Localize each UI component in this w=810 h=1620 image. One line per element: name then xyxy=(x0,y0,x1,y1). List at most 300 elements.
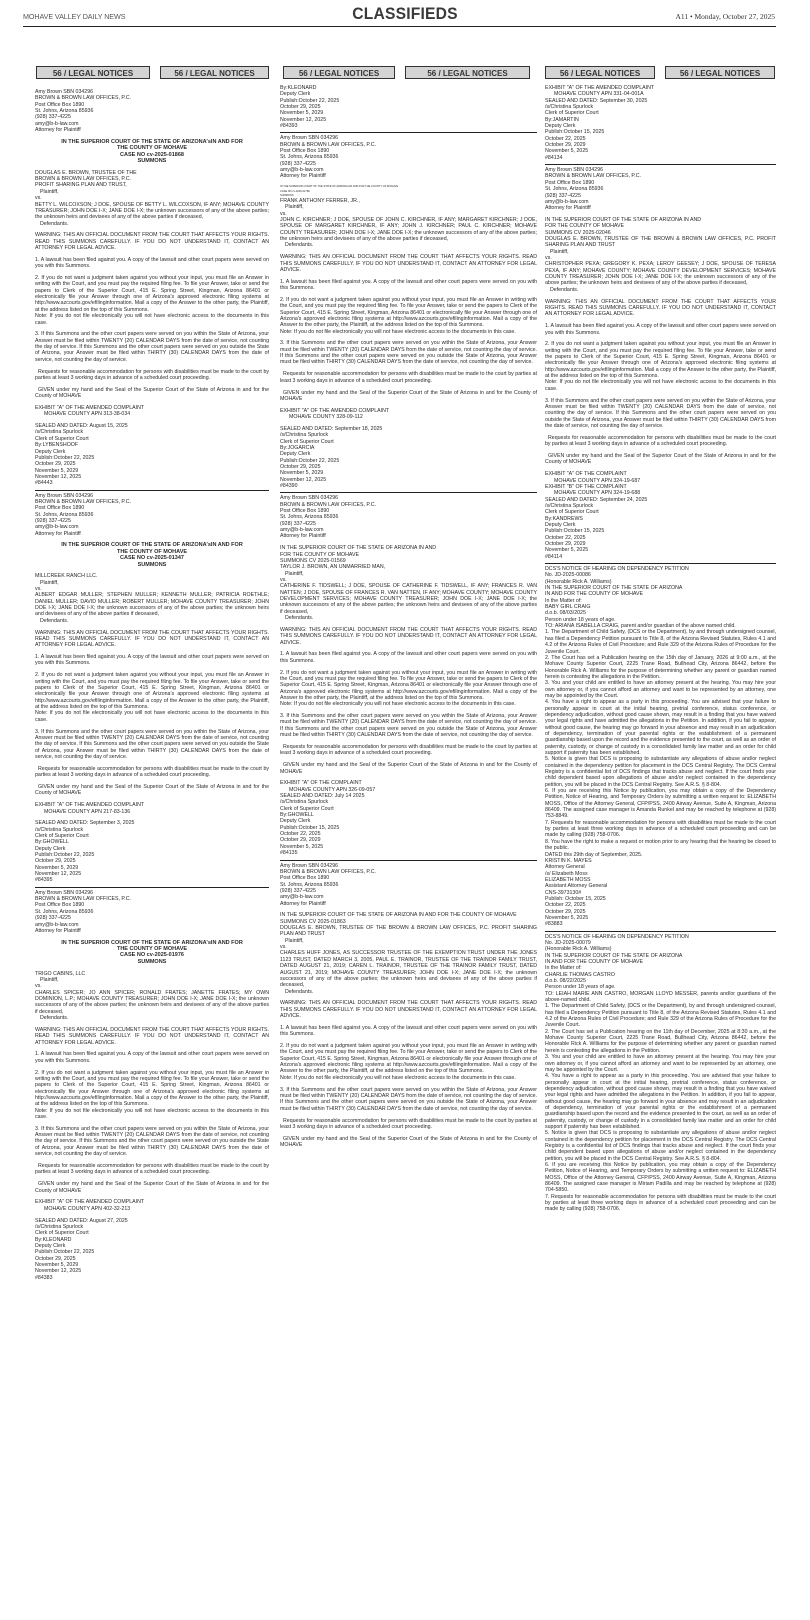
notice-lines xyxy=(545,217,776,236)
attorney-line: amy@b-b-law.com xyxy=(35,524,79,531)
text-line: By:KLEONARD xyxy=(280,85,317,91)
plaintiff-name: FRANK ANTHONY FERRER, JR., xyxy=(280,197,360,204)
legal-notice xyxy=(35,887,269,1284)
text-line: SUMMONS CV 2025-02046 xyxy=(545,229,611,236)
text-line: 4. You have a right to appear as a party in this proceeding. You are advised that your failure to personally appear in court at the initial hearing, pretrial conference, status conference, or dependency adjudication, without good cause shown, may result in a finding that you have waived your legal rights and have admitted the allegations in the Petition. In addition, if you fail to appear, without good cause, the hearing may go forward in your absence and may result in an adjudication of dependency, termination of your parental rights or the establishment of a permanent guardianship based upon the record and the evidence presented to the court, as well as an order of paternity, custody, or change of custody in a consolidated family law matter and an order for child support if paternity has been established. xyxy=(545,1073,776,1130)
text-line: CNS-3973130# xyxy=(545,889,582,896)
defendants-list: ALBERT EDGAR MULLER; STEPHEN MULLER; KENNETH MULLER; PATRICIA ROETHLE; DANIEL MULLER; DAVID MULLER; ROBERT MULLER; MOHAVE COUNTY TREASURER; JOHN DOE I-X; JANE DOE I-X; the unknown successors of any of the above parties; the unknown heirs and devisees of any of the above parties if deceased, xyxy=(35,592,269,618)
notice-lines xyxy=(280,85,537,129)
attorney-contact xyxy=(280,135,537,179)
text-line: November 5, 2029 xyxy=(35,467,79,474)
legal-notice xyxy=(545,563,776,931)
summons-warning: WARNING: THIS AN OFFICIAL DOCUMENT FROM THE COURT THAT AFFECTS YOUR RIGHTS. READ THIS SUMMONS CAREFULLY. IF YOU DO NOT UNDERSTAND IT, CONTACT AN ATTORNEY FOR LEGAL ADVICE. xyxy=(280,626,537,646)
plaintiff-label: Plaintiff, xyxy=(550,248,569,255)
versus: vs. xyxy=(35,586,42,593)
attorney-line: BROWN & BROWN LAW OFFICES, P.C. xyxy=(35,95,131,102)
versus: vs. xyxy=(35,983,42,990)
text-line: October 22, 2025 xyxy=(545,534,586,541)
attorney-line: Attorney for Plaintiff xyxy=(35,530,81,537)
text-line: November 5, 2029 xyxy=(35,864,79,871)
text-line: Publish: October 15, 2025 xyxy=(545,895,606,902)
paragraph: IN THE SUPERIOR COURT OF THE STATE OF ARIZONA IN AND FOR THE COUNTY OF MOHAVE xyxy=(280,912,517,919)
category-header: 56 / LEGAL NOTICES xyxy=(665,66,775,79)
text-line: #84383 xyxy=(35,1274,53,1281)
text-line: 6. If you are receiving this Notice by publication, you may obtain a copy of the Dependency Petition, Notice of Hearing, and Temporary Orders by submitting a written request to: ELIZABETH MOSS, Office of the Attorney General, CFP/PSS, 2400 Airway Avenue, Suite A, Kingman, Arizona 86409. The assigned case manager is Amanda Runkel and may be reached by telephone at (928) 753-8849. xyxy=(545,788,776,820)
text-line: November 12, 2025 xyxy=(35,1268,82,1275)
summons-p3: 3. If this Summons and the other court papers were served on you within the State of Arizona, your Answer must be filed within TWENTY (20) CALENDAR DAYS from the date of service, not counting the day of service. If this Summons and the other court papers were served on you outside the State of Arizona, your Answer must be filed within THIRTY (30) CALENDAR DAYS from the date of service, not counting the day of service. xyxy=(280,713,537,739)
text-line: SEALED AND DATED: September 18, 2025 xyxy=(280,425,383,432)
text-line: SUMMONS xyxy=(137,561,167,568)
text-line: FOR THE COUNTY OF MOHAVE xyxy=(545,223,625,230)
case-parties xyxy=(280,564,537,621)
text-line: #84114 xyxy=(545,553,563,560)
summons-p2: 2. If you do not want a judgment taken against you without your input, you must file an Answer in writing with the Court, and you must pay the required filing fee. To file your Answer, take or send the papers to Clerk of the Superior Court, 415 E. Spring Street, Kingman, Arizona 86401 or electronically file your Answer through one of Arizona's approved electronic filing systems at http://www.azcourts.gov/efilinginformation. Mail a copy of the Answer to the other party, the Plaintiff, at the address listed on the top of this Summons. xyxy=(280,669,537,701)
text-line: CHARLIE THOMAS CASTRO xyxy=(545,971,615,978)
case-parties xyxy=(35,170,269,227)
summons-p1: 1. A lawsuit has been filed against you. A copy of the lawsuit and other court papers were served on you with this Summons. xyxy=(545,323,776,336)
plaintiff-label: Plaintiff, xyxy=(40,188,59,195)
text-line: Publish:October 22, 2025 xyxy=(280,457,340,464)
text-line: Clerk of Superior Court xyxy=(35,435,89,442)
plaintiff-label: Plaintiff, xyxy=(40,579,59,586)
summons-p3: 3. If this Summons and the other court papers were served on you within the State of Arizona, your Answer must be filed within TWENTY (20) CALENDAR DAYS from the date of service, not counting the day of service. If this Summons and the other court papers were served on you outside the State of Arizona, your Answer must be filed within THIRTY (30) CALENDAR DAYS from the date of service, not counting the day of service. xyxy=(280,340,537,366)
summons-p1: 1. A lawsuit has been filed against you. A copy of the lawsuit and other court papers were served on you with this Summons. xyxy=(280,278,537,292)
attorney-line: Attorney for Plaintiff xyxy=(280,900,326,907)
attorney-line: St. Johns, Arizona 85936 xyxy=(280,881,339,888)
plaintiff-label: Plaintiff, xyxy=(285,204,304,211)
text-line: Deputy Clerk xyxy=(35,1242,66,1249)
text-line: Deputy Clerk xyxy=(280,451,311,458)
versus: vs. xyxy=(280,210,287,217)
versus: vs. xyxy=(280,944,287,951)
text-line: /s/Christina Spurlock xyxy=(280,432,329,439)
legal-notice xyxy=(35,87,269,490)
text-line: Deputy Clerk xyxy=(545,521,576,528)
text-line: November 5, 2029 xyxy=(280,470,324,477)
attorney-line: St. Johns, Arizona 85936 xyxy=(280,514,339,521)
exhibit-title: EXHIBIT "A" OF THE COMPLAINT xyxy=(545,471,627,478)
versus: vs. xyxy=(545,255,552,262)
attorney-line: Amy Brown SBN 034296 xyxy=(35,492,94,499)
section-title: CLASSIFIEDS xyxy=(352,4,458,23)
attorney-contact xyxy=(35,89,269,133)
parcel-number: MOHAVE COUNTY APN 324-19-687 xyxy=(554,477,641,484)
text-line: Clerk of Superior Court xyxy=(35,833,89,840)
attorney-line: BROWN & BROWN LAW OFFICES, P.C. xyxy=(35,498,131,505)
case-parties xyxy=(35,573,269,624)
text-line: SUMMONS xyxy=(137,958,167,965)
court-heading xyxy=(35,542,269,567)
text-line: Publish:October 22, 2025 xyxy=(35,1249,95,1256)
attorney-contact xyxy=(35,890,269,934)
text-line: BABY GIRL CRAIG xyxy=(545,604,591,611)
text-line: 5. Notice is given that DCS is proposing to substantiate any allegations of abuse and/or neglect contained in the dependency petition for placement in the DCS Central Registry. The DCS Central Registry is a confidential list of DCS findings that tracks abuse and neglect. If the court finds your child dependent based upon allegations of abuse and/or neglect contained in the dependency petition, you will be placed in the DCS Central Registry. See A.R.S. § 8-804. xyxy=(545,756,776,788)
notice-lines xyxy=(280,426,537,489)
court-heading xyxy=(280,185,537,198)
notice-lines xyxy=(545,98,776,161)
attorney-line: Post Office Box 1890 xyxy=(545,179,595,186)
text-line: Deputy Clerk xyxy=(35,448,66,455)
text-line: Clerk of Superior Court xyxy=(280,438,334,445)
category-header: 56 / LEGAL NOTICES xyxy=(36,66,150,79)
text-line: CASE NO cv-2025-01868 xyxy=(120,151,184,158)
defendants-label: Defendants. xyxy=(40,617,69,624)
text-line: By:KANDREWS xyxy=(545,515,583,522)
plaintiff-label: Plaintiff, xyxy=(285,937,304,944)
text-line: #84134 xyxy=(545,154,563,161)
summons-requests: Requests for reasonable accommodation for persons with disabilities must be made to the court by parties at least 3 working days in advance of a scheduled court proceeding. xyxy=(35,1163,269,1176)
attorney-line: amy@b-b-law.com xyxy=(280,527,324,534)
summons-requests: Requests for reasonable accommodation for persons with disabilities must be made to the court by parties at least 3 working days in advance of a scheduled court proceeding. xyxy=(280,744,537,757)
text-line: Person under 18 years of age. xyxy=(545,616,616,623)
text-line: Clerk of Superior Court xyxy=(545,509,599,516)
attorney-line: amy@b-b-law.com xyxy=(35,120,79,127)
text-line: KRISTIN K. MAYES xyxy=(545,857,592,864)
defendants-label: Defendants. xyxy=(285,988,314,995)
legal-notice xyxy=(35,490,269,887)
page-number-date: A11 • Monday, October 27, 2025 xyxy=(675,12,775,21)
summons-p2: 2. If you do not want a judgment taken against you without your input, you must file an Answer in writing with the Court, and you must pay the required filing fee. To file your Answer, take or send the papers to Clerk of the Superior Court, 415 E. Spring Street, Kingman, Arizona 86401 or electronically file your Answer through one of Arizona's approved electronic filing systems at http://www.azcourts.gov/efilinginformation. Mail a copy of the Answer to the other party, the Plaintiff, at the address listed on the top of this Summons. xyxy=(35,275,269,313)
notices-column-2 xyxy=(280,83,537,1151)
text-line: DATED this 29th day of September, 2025. xyxy=(545,851,643,858)
attorney-line: amy@b-b-law.com xyxy=(545,198,589,205)
legal-notice xyxy=(545,931,776,1216)
text-line: SEALED AND DATED: August 15, 2025 xyxy=(35,423,128,430)
plaintiff-label: Plaintiff, xyxy=(40,976,59,983)
text-line: CASE NO cv-2025-01347 xyxy=(120,555,184,562)
summons-requests: Requests for reasonable accommodation for persons with disabilities must be made to the court by parties at least 3 working days in advance of a scheduled court proceeding. xyxy=(280,371,537,384)
exhibit-reference xyxy=(280,408,537,421)
summons-note: Note: If you do not file electronically you will not have electronic access to the documents in this case. xyxy=(545,379,776,392)
text-line: November 12, 2025 xyxy=(35,473,82,480)
exhibit-title: EXHIBIT "A" OF THE AMENDED COMPLAINT xyxy=(35,1199,145,1206)
notices-column-3 xyxy=(545,83,776,1216)
summons-note: Note: If you do not file electronically you will not have electronic access to the documents in this case. xyxy=(280,328,516,335)
text-line: IN THE SUPERIOR COURT OF THE STATE OF ARIZONA IN AND xyxy=(545,217,702,224)
attorney-line: St. Johns, Arizona 85936 xyxy=(35,511,94,518)
attorney-line: St. Johns, Arizona 85936 xyxy=(280,154,339,161)
text-line: Deputy Clerk xyxy=(35,845,66,852)
text-line: IN THE SUPERIOR COURT OF THE STATE OF ARIZONA'sIN AND FOR xyxy=(61,939,243,946)
defendants-list: CATHERINE F. TIDSWELL; J DOE, SPOUSE OF CATHERINE F. TIDSWELL, IF ANY; FRANCES R. VAN NATTEN; J DOE, SPOUSE OF FRANCES R. VAN NATTEN, IF ANY; MOHAVE COUNTY; MOHAVE COUNTY DEVELOPMENT SERVICES; MOHAVE COUNTY TREASURER; JOHN DOE I-X; JANE DOE I-X; the unknown successors of any of the above parties; the unknown heirs and devisees of any of the above parties if deceased, xyxy=(280,583,537,615)
plaintiff-name: MILLCREEK RANCH LLC. xyxy=(35,573,98,580)
plaintiff-label: Plaintiff, xyxy=(285,570,304,577)
summons-warning: WARNING: THIS AN OFFICIAL DOCUMENT FROM THE COURT THAT AFFECTS YOUR RIGHTS. READ THIS SUMMONS CAREFULLY. IF YOU DO NOT UNDERSTAND IT, CONTACT AN ATTORNEY FOR LEGAL ADVICE. xyxy=(280,1000,537,1020)
attorney-line: amy@b-b-law.com xyxy=(35,921,79,928)
text-line: Person under 18 years of age. xyxy=(545,984,616,991)
summons-given: GIVEN under my hand and the Seal of the Superior Court of the State of Arizona in and for the County of MOHAVE xyxy=(35,783,269,797)
text-line: Assistant Attorney General xyxy=(545,883,608,890)
text-line: October 29, 2025 xyxy=(280,104,321,111)
summons-warning: WARNING: THIS AN OFFICIAL DOCUMENT FROM THE COURT THAT AFFECTS YOUR RIGHTS. READ THIS SUMMONS CAREFULLY. IF YOU DO NOT UNDERSTAND IT, CONTACT AN ATTORNEY FOR LEGAL ADVICE. xyxy=(35,629,269,649)
text-line: November 5, 2025 xyxy=(545,914,589,921)
plaintiff-name: DOUGLAS E. BROWN, TRUSTEE OF THE BROWN & BROWN LAW OFFICES, P.C. PROFIT SHARING PLAN AND TRUST xyxy=(545,236,776,249)
case-parties xyxy=(280,925,537,995)
text-line: November 5, 2025 xyxy=(280,843,324,850)
text-line: /s/Christina Spurlock xyxy=(280,799,329,806)
case-parties xyxy=(545,236,776,293)
text-line: November 5, 2025 xyxy=(545,148,589,155)
exhibit-title: EXHIBIT "A" OF THE AMENDED COMPLAINT xyxy=(35,802,145,809)
summons-p1: 1. A lawsuit has been filed against you. A copy of the lawsuit and other court papers were served on you with this Summons. xyxy=(280,651,537,664)
text-line: October 29, 2025 xyxy=(280,463,321,470)
parcel-number: MOHAVE COUNTY APN 313-38-034 xyxy=(44,411,131,418)
text-line: Deputy Clerk xyxy=(280,91,311,98)
text-line: November 12, 2025 xyxy=(280,116,327,123)
text-line: 3. You and your child are entitled to have an attorney present at the hearing. You may hire your own attorney or, if you cannot afford an attorney and want to be represented by an attorney, one may be appointed by the Court. xyxy=(545,1054,776,1073)
attorney-line: amy@b-b-law.com xyxy=(280,894,324,901)
text-line: Clerk of Superior Court xyxy=(545,110,599,117)
attorney-line: BROWN & BROWN LAW OFFICES, P.C. xyxy=(280,868,376,875)
text-line: November 5, 2025 xyxy=(545,547,589,554)
text-line: November 12, 2025 xyxy=(35,871,82,878)
text-line: d.o.b. 08/03/2025 xyxy=(545,610,586,617)
text-line: By:JOGARCIA xyxy=(280,444,315,451)
summons-given: GIVEN under my hand and the Seal of the Superior Court of the State of Arizona in and for the County of MOHAVE xyxy=(545,453,776,466)
exhibit-reference xyxy=(545,471,776,484)
text-line: October 29, 2029 xyxy=(545,142,586,149)
parcel-number: MOHAVE COUNTY APN 326-09-057 xyxy=(289,786,376,793)
exhibit-title: EXHIBIT "A" OF THE AMENDED COMPLAINT xyxy=(280,407,390,414)
text-line: FOR THE COUNTY OF MOHAVE xyxy=(280,551,360,558)
text-line: October 22, 2025 xyxy=(280,831,321,838)
category-header: 56 / LEGAL NOTICES xyxy=(160,66,269,79)
text-line: November 5, 2029 xyxy=(35,1261,79,1268)
summons-p2: 2. If you do not want a judgment taken against you without your input, you must file an Answer in writing with the Court, and you must pay the required filing fee. To file your Answer, take or send the papers to Clerk of the Superior Court, 415 E. Spring Street, Kingman, Arizona 86401 or electronically file your Answer through one of Arizona's approved electronic filing systems at http://www.azcourts.gov/efilinginformation. Mail a copy of the Answer to the other party, the Plaintiff, at the address listed on the top of this Summons. xyxy=(35,1069,269,1108)
text-line: 5. Notice is given that DCS is proposing to substantiate any allegations of abuse and/or neglect contained in the dependency petition for placement in the DCS Central Registry. The DCS Central Registry is a confidential list of DCS findings that tracks abuse and neglect. If the court finds your child dependent based upon allegations of abuse and/or neglect contained in the dependency petition, you will be placed in the DCS Central Registry. See A.R.S. § 8-804. xyxy=(545,1130,776,1162)
text-line: October 29, 2029 xyxy=(280,837,321,844)
defendants-label: Defendants. xyxy=(40,220,69,227)
text-line: /s/Christina Spurlock xyxy=(35,1223,84,1230)
text-line: (Honorable Rick A. Williams) xyxy=(545,946,612,953)
text-line: IN THE SUPERIOR COURT OF THE STATE OF ARIZONA'sIN AND FOR xyxy=(61,138,243,145)
plaintiff-name: DOUGLAS E. BROWN, TRUSTEE OF THE BROWN & BROWN LAW OFFICES, P.C. PROFIT SHARING PLAN AND TRUST xyxy=(280,925,537,938)
text-line: THE COUNTY OF MOHAVE xyxy=(116,946,188,953)
attorney-line: (928) 337-4225 xyxy=(280,520,316,527)
attorney-line: Amy Brown SBN 034296 xyxy=(545,167,604,174)
attorney-line: Attorney for Plaintiff xyxy=(280,533,326,540)
text-line: Attorney General xyxy=(545,864,585,871)
text-line: Publish:October 15, 2025 xyxy=(280,824,340,831)
text-line: By:GHOWELL xyxy=(280,812,314,819)
text-line: By:LYBENSHOOF xyxy=(35,442,79,449)
summons-given: GIVEN under my hand and the Seal of the Superior Court of the State of Arizona in and for the County of MOHAVE xyxy=(280,1135,537,1149)
text-line: SEALED AND DATED: September 24, 2025 xyxy=(545,496,648,503)
text-line: 6. If you are receiving this Notice by publication, you may obtain a copy of the Dependency Petition, Notice of Hearing, and Temporary Orders by submitting a written request to: ELIZABETH MOSS, Office of the Attorney General, CFP/PSS, 2400 Airway Avenue, Suite A, Kingman, Arizona 86409. The assigned case manager is Miriam Padilla and may be reached by telephone at (928) 704-5850. xyxy=(545,1162,776,1194)
text-line: SUMMONS CV 2025-01863 xyxy=(280,918,346,925)
defendants-label: Defendants. xyxy=(550,286,579,293)
text-line: /s/Christina Spurlock xyxy=(35,429,84,436)
court-heading xyxy=(35,139,269,164)
notice-lines xyxy=(35,1218,269,1281)
summons-given: GIVEN under my hand and the Seal of the Superior Court of the State of Arizona in and for the County of MOHAVE xyxy=(280,762,537,775)
text-line: /s/Christina Spurlock xyxy=(35,826,84,833)
text-line: CASE NO cv-2025-01789 xyxy=(280,189,310,193)
category-header: 56 / LEGAL NOTICES xyxy=(405,66,530,79)
attorney-contact xyxy=(280,863,537,907)
text-line: October 22, 2025 xyxy=(545,135,586,142)
attorney-line: Post Office Box 1890 xyxy=(280,875,330,882)
summons-warning: WARNING: THIS AN OFFICIAL DOCUMENT FROM THE COURT THAT AFFECTS YOUR RIGHTS. READ THIS SUMMONS CAREFULLY. IF YOU DO NOT UNDERSTAND IT, CONTACT AN ATTORNEY FOR LEGAL ADVICE. xyxy=(545,298,776,318)
summons-warning: WARNING: THIS AN OFFICIAL DOCUMENT FROM THE COURT THAT AFFECTS YOUR RIGHTS. READ THIS SUMMONS CAREFULLY. IF YOU DO NOT UNDERSTAND IT, CONTACT AN ATTORNEY FOR LEGAL ADVICE. xyxy=(35,232,269,252)
text-line: November 5, 2029 xyxy=(280,110,324,117)
text-line: SEALED AND DATED: September 3, 2025 xyxy=(35,820,135,827)
attorney-line: Attorney for Plaintiff xyxy=(35,927,81,934)
summons-given: GIVEN under my hand and the Seal of the Superior Court of the State of Arizona in and for the County of MOHAVE xyxy=(35,386,269,400)
text-line: TO: ARIANA ISABELLA CRAIG, parent and/or guardian of the above named child. xyxy=(545,623,736,630)
text-line: (Honorable Rick A. Williams) xyxy=(545,578,612,585)
summons-requests: Requests for reasonable accommodation for persons with disabilities must be made to the court by parties at least 3 working days in advance of a scheduled court proceeding. xyxy=(280,1117,537,1130)
text-line: Deputy Clerk xyxy=(280,818,311,825)
defendants-label: Defendants. xyxy=(285,242,314,249)
exhibit-reference xyxy=(280,780,537,793)
text-line: #84390 xyxy=(280,482,298,489)
attorney-line: Amy Brown SBN 034296 xyxy=(280,862,339,869)
attorney-line: BROWN & BROWN LAW OFFICES, P.C. xyxy=(35,896,131,903)
summons-note: Note: If you do not file electronically you will not have electronic access to the documents in this case. xyxy=(35,313,269,326)
summons-note: Note: If you do not file electronically you will not have electronic access to the documents in this case. xyxy=(280,701,516,708)
notice-lines xyxy=(35,820,269,883)
text-line: IN THE SUPERIOR COURT OF THE STATE OF ARIZONA'sIN AND FOR xyxy=(61,542,243,549)
legal-notice xyxy=(280,132,537,492)
text-line: October 29, 2025 xyxy=(35,461,76,468)
text-line: 7. Requests for reasonable accommodation for persons with disabilities must be made to the court by parties at least three working days in advance of a scheduled court proceeding and can be made by calling (928) 758-0706. xyxy=(545,819,776,839)
summons-note: Note: If you do not file electronically you will not have electronic access to the documents in this case. xyxy=(280,1074,516,1081)
summons-p1: 1. A lawsuit has been filed against you. A copy of the lawsuit and other court papers were served on you with this Summons. xyxy=(35,256,269,270)
notice-lines xyxy=(35,423,269,486)
text-line: In the Matter of: xyxy=(545,965,582,972)
text-line: No. JD-2025-00079 xyxy=(545,939,591,946)
summons-requests: Requests for reasonable accommodation for persons with disabilities must be made to the court by parties at least 3 working days in advance of a scheduled court proceeding. xyxy=(35,368,269,381)
text-line: Clerk of Superior Court xyxy=(35,1230,89,1237)
attorney-line: Post Office Box 1890 xyxy=(35,505,85,512)
attorney-line: Amy Brown SBN 034296 xyxy=(35,89,94,95)
text-line: TO: LEIAH MARIE ANN CASTRO, MORGAN LLOYD MESSER, parents and/or guardians of the above-named child. xyxy=(545,990,776,1004)
attorney-line: (928) 337-4225 xyxy=(280,160,316,167)
text-line: October 29, 2025 xyxy=(35,1255,76,1262)
attorney-line: (928) 337-4225 xyxy=(35,517,71,524)
text-line: 8. You have the right to make a request or motion prior to any hearing that the hearing be closed to the public. xyxy=(545,838,776,852)
text-line: #83883 xyxy=(545,921,563,928)
exhibit-title: EXHIBIT "A" OF THE COMPLAINT xyxy=(280,780,362,787)
legal-notice xyxy=(280,83,537,132)
parcel-number: MOHAVE COUNTY APN 324-19-688 xyxy=(554,490,641,497)
summons-given: GIVEN under my hand and the Seal of the Superior Court of the State of Arizona in and for the County of MOHAVE xyxy=(35,1181,269,1194)
defendants-label: Defendants. xyxy=(40,1014,69,1021)
text-line: 7. Requests for reasonable accommodation for persons with disabilities must be made to the court by parties at least three working days in advance of a scheduled court proceeding and can be made by calling (928) 758-0706. xyxy=(545,1193,776,1213)
text-line: SUMMONS xyxy=(137,157,167,164)
text-line: Deputy Clerk xyxy=(545,123,576,130)
text-line: Publish:October 22, 2025 xyxy=(35,454,95,461)
summons-warning: WARNING: THIS AN OFFICIAL DOCUMENT FROM THE COURT THAT AFFECTS YOUR RIGHTS. READ THIS SUMMONS CAREFULLY. IF YOU DO NOT UNDERSTAND IT, CONTACT AN ATTORNEY FOR LEGAL ADVICE. xyxy=(280,254,537,273)
text-line: By:JAMARTIN xyxy=(545,116,579,123)
attorney-line: BROWN & BROWN LAW OFFICES, P.C. xyxy=(280,501,376,508)
text-line: IN AND FOR THE COUNTY OF MOHAVE xyxy=(545,591,644,598)
defendants-list: BETTY L. WILCOXSON; J DOE, SPOUSE OF BETTY L. WILCOXSON, IF ANY; MOHAVE COUNTY TREASURER; JOHN DOE I-X; JANE DOE I-X; the unknown successors of any of the above parties; the unknown heirs and devisees of any of the above parties if deceased, xyxy=(35,201,269,221)
text-line: Publish:October 22, 2025 xyxy=(280,97,340,104)
attorney-line: Attorney for Plaintiff xyxy=(35,127,81,134)
text-line: No. JD-2025-00086 xyxy=(545,572,591,579)
exhibit-reference xyxy=(35,802,269,815)
text-line: Publish:October 15, 2025 xyxy=(545,528,605,535)
summons-requests: Requests for reasonable accommodation for persons with disabilities must be made to the court by parties at least 3 working days in advance of a scheduled court proceeding. xyxy=(35,765,269,779)
text-line: Publish:October 15, 2025 xyxy=(545,129,605,136)
summons-p3: 3. If this Summons and the other court papers were served on you within the State of Arizona, your Answer must be filed within TWENTY (20) CALENDAR DAYS from the date of service, not counting the day of service. If this Summons and the other court papers were served on you outside the State of Arizona, your Answer must be filed within THIRTY (30) CALENDAR DAYS from the date of service, not counting the day of service. xyxy=(35,728,269,760)
text-line: 1. The Department of Child Safety, (DCS or the Department), by and through undersigned counsel, has filed a Dependency Petition pursuant to Title 8, of the Arizona Revised Statutes, Rules 4.1 and 4.2 of the Arizona Rules of Civil Procedure; and Rule 329 of the Arizona Rules of Procedure for the Juvenile Court. xyxy=(545,1003,776,1029)
plaintiff-name: TRIGO CABINS, LLC xyxy=(35,970,86,977)
legal-notice xyxy=(545,83,776,164)
summons-p3: 3. If this Summons and the other court papers were served on you within the State of Arizona, your Answer must be filed within TWENTY (20) CALENDAR DAYS from the date of service, not counting the day of service. If this Summons and the other court papers were served on you outside the State of Arizona, your Answer must be filed within THIRTY (30) CALENDAR DAYS from the date of service, not counting the day of service. xyxy=(280,1086,537,1112)
text-line: SEALED AND DATED: August 27, 2025 xyxy=(35,1217,128,1224)
plaintiff-name: PROFIT SHARING PLAN AND TRUST, xyxy=(35,182,127,189)
attorney-line: Post Office Box 1890 xyxy=(280,508,330,515)
case-parties xyxy=(280,198,537,249)
defendants-list: JOHN C. KIRCHNER; J DOE, SPOUSE OF JOHN C. KIRCHNER, IF ANY; MARGARET KIRCHNER; J DOE, SPOUSE OF MARGARET KIRCHNER, IF ANY; JOHN J. KIRCHNER; PAUL C. KIRCHNER; MOHAVE COUNTY TREASURER; JOHN DOE I-X; JANE DOE I-X; the unknown successors of any of the above parties; the unknown heirs and devisees of any of the above parties if deceased, xyxy=(280,216,537,242)
versus: vs. xyxy=(280,576,287,583)
summons-p2: 2. If you do not want a judgment taken against you without your input, you must file an Answer in writing with the Court, and you must pay the required filing fee. To file your Answer, take or send the papers to Clerk of the Superior Court, 415 E. Spring Street, Kingman, Arizona 86401 or electronically file your Answer through one of Arizona's approved electronic filing systems at http://www.azcourts.gov/efilinginformation. Mail a copy of the Answer to the other party, the Plaintiff, at the address listed on the top of this Summons. xyxy=(35,672,269,711)
attorney-line: St. Johns, Arizona 85936 xyxy=(35,108,94,115)
text-line: DCS'S NOTICE OF HEARING ON DEPENDENCY PETITION xyxy=(545,566,689,573)
summons-requests: Requests for reasonable accommodation for persons with disabilities must be made to the court by parties at least 3 working days in advance of a scheduled court proceeding. xyxy=(545,434,776,448)
category-header: 56 / LEGAL NOTICES xyxy=(545,66,655,79)
attorney-line: Amy Brown SBN 034296 xyxy=(280,495,339,502)
parcel-number: MOHAVE COUNTY APN 217-83-136 xyxy=(44,808,131,815)
text-line: IN THE SUPERIOR COURT OF THE STATE OF ARIZONA xyxy=(545,585,683,592)
attorney-line: Amy Brown SBN 034296 xyxy=(35,889,94,896)
exhibit-reference xyxy=(545,85,776,98)
defendants-list: CHRISTOPHER PEXA; GREGORY K. PEXA; LEROY GEESEY; J DOE, SPOUSE OF TERESA PEXA, IF ANY; MOHAVE COUNTY; MOHAVE COUNTY DEVELOPMENT SERVICES; MOHAVE COUNTY TREASURER; JOHN DOE I-X; JANE DOE I-X; the unknown successors of any of the above parties; the unknown heirs and devisees of any of the above parties if deceased, xyxy=(545,261,776,287)
text-line: Clerk of Superior Court xyxy=(280,805,334,812)
attorney-line: St. Johns, Arizona 85936 xyxy=(545,186,604,193)
attorney-line: BROWN & BROWN LAW OFFICES, P.C. xyxy=(280,141,376,148)
defendants-label: Defendants. xyxy=(285,615,314,622)
dcs-notice-text xyxy=(545,934,776,1213)
text-line: Publish:October 22, 2025 xyxy=(35,852,95,859)
parcel-number: MOHAVE COUNTY 328-09-112 xyxy=(289,414,363,421)
text-line: By:GHOWELL xyxy=(35,839,69,846)
attorney-line: (928) 337-4225 xyxy=(35,915,71,922)
summons-note: Note: If you do not file electronically you will not have electronic access to the documents in this case. xyxy=(35,1107,269,1120)
newspaper-name: MOHAVE VALLEY DAILY NEWS xyxy=(23,12,126,21)
attorney-line: Attorney for Plaintiff xyxy=(545,205,591,212)
text-line: #84393 xyxy=(280,123,298,130)
text-line: d.o.b. 08/22/2025 xyxy=(545,978,586,985)
notice-lines xyxy=(280,545,537,564)
legal-notice xyxy=(280,860,537,1152)
text-line: CASE NO cv-2025-01976 xyxy=(120,952,184,959)
legal-notice xyxy=(280,492,537,859)
text-line: October 22, 2025 xyxy=(545,902,586,909)
text-line: IN AND FOR THE COUNTY OF MOHAVE xyxy=(545,959,644,965)
text-line: ELIZABETH MOSS xyxy=(545,876,591,883)
text-line: SUMMONS CV 2025-01569 xyxy=(280,557,346,564)
attorney-line: St. Johns, Arizona 85936 xyxy=(35,908,94,915)
attorney-line: (928) 337-4225 xyxy=(35,114,71,121)
attorney-line: (928) 337-4225 xyxy=(280,887,316,894)
case-parties xyxy=(35,971,269,1022)
summons-note: Note: If you do not file electronically you will not have electronic access to the documents in this case. xyxy=(35,710,269,723)
text-line: October 29, 2025 xyxy=(35,858,76,865)
text-line: November 12, 2025 xyxy=(280,476,327,483)
exhibit-title: EXHIBIT "A" OF THE AMENDED COMPLAINT xyxy=(35,404,145,411)
exhibit-title: EXHIBIT "B" OF THE COMPLAINT xyxy=(545,483,627,490)
exhibit-title: EXHIBIT "A" OF THE AMENDED COMPLAINT xyxy=(545,85,655,91)
text-line: IN THE SUPERIOR COURT OF THE STATE OF ARIZONA xyxy=(545,952,683,959)
attorney-line: amy@b-b-law.com xyxy=(280,167,324,174)
text-line: By:KLEONARD xyxy=(35,1236,72,1243)
text-line: THE COUNTY OF MOHAVE xyxy=(116,548,188,555)
text-line: #84443 xyxy=(35,480,53,487)
